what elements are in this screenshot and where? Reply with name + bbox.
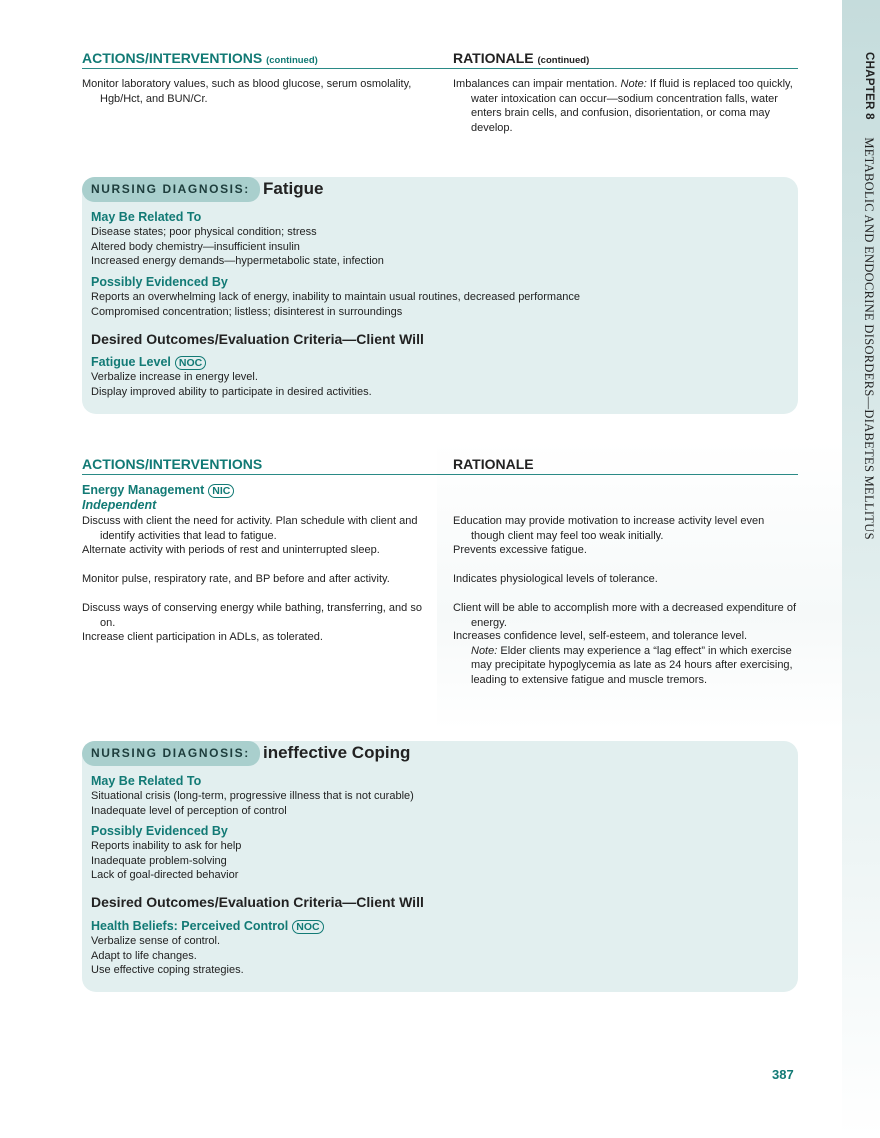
- rationale-note-label: Note:: [620, 78, 647, 90]
- nursing-diagnosis-fatigue: [82, 177, 798, 414]
- list-item: Situational crisis (long-term, progressive illness that is not curable): [91, 790, 414, 802]
- outcome-title-text: Health Beliefs: Perceived Control: [91, 919, 289, 933]
- intervention-text: Alternate activity with periods of rest and uninterrupted sleep.: [82, 544, 380, 556]
- rationale-item: [453, 629, 798, 687]
- nursing-diagnosis-title: ineffective Coping: [263, 743, 411, 762]
- nursing-diagnosis-coping: [82, 741, 798, 992]
- outcomes-list: [91, 370, 372, 399]
- outcomes-list: [91, 934, 244, 978]
- related-to-heading: May Be Related To: [91, 210, 202, 224]
- intervention-text: Monitor laboratory values, such as blood glucose, serum osmolality, Hgb/Hct, and BUN/Cr.: [82, 78, 412, 105]
- rationale-text: Prevents excessive fatigue.: [453, 544, 587, 556]
- top-intervention: [82, 77, 437, 106]
- top-section-header: [82, 50, 798, 69]
- chapter-running-head: [861, 52, 876, 540]
- intervention-text: Discuss with client the need for activity. Plan schedule with client and identify activities that lead to fatigue.: [82, 515, 418, 542]
- rationale-note: [453, 644, 798, 688]
- list-item: Reports an overwhelming lack of energy, inability to maintain usual routines, decreased performance: [91, 291, 580, 303]
- note-label: Note:: [471, 644, 498, 657]
- mid-section-header: [82, 456, 798, 475]
- intervention-item: [82, 543, 437, 558]
- rationale-header-text: RATIONALE: [453, 50, 534, 66]
- nursing-diagnosis-label: NURSING DIAGNOSIS:: [82, 177, 260, 202]
- list-item: Use effective coping strategies.: [91, 964, 244, 976]
- page-number: 387: [772, 1067, 794, 1082]
- intervention-text: Increase client participation in ADLs, as tolerated.: [82, 631, 323, 643]
- list-item: Inadequate problem-solving: [91, 854, 227, 867]
- nic-title: [82, 483, 234, 498]
- list-item: Verbalize increase in energy level.: [91, 371, 258, 383]
- actions-header-continued: [82, 50, 318, 66]
- nic-title-text: Energy Management: [82, 483, 205, 497]
- desired-outcomes-heading: Desired Outcomes/Evaluation Criteria—Client Will: [91, 894, 424, 910]
- intervention-item: [82, 514, 437, 543]
- rationale-text: Indicates physiological levels of tolerance.: [453, 573, 658, 585]
- actions-header-text: ACTIONS/INTERVENTIONS: [82, 50, 263, 66]
- outcome-title: [91, 355, 206, 370]
- rationale-text: Increases confidence level, self-esteem, and tolerance level.: [453, 630, 748, 642]
- top-rationale: [453, 77, 798, 135]
- nursing-diagnosis-label: NURSING DIAGNOSIS:: [82, 741, 260, 766]
- evidenced-by-list: [91, 839, 241, 883]
- list-item: Display improved ability to participate in desired activities.: [91, 385, 372, 398]
- evidenced-by-heading: Possibly Evidenced By: [91, 275, 228, 289]
- list-item: Compromised concentration; listless; disinterest in surroundings: [91, 305, 403, 318]
- evidenced-by-heading: Possibly Evidenced By: [91, 824, 228, 838]
- outcome-title: [91, 919, 324, 934]
- actions-header: ACTIONS/INTERVENTIONS: [82, 456, 263, 472]
- related-to-list: [91, 789, 414, 818]
- noc-badge: NOC: [175, 356, 206, 370]
- nursing-diagnosis-title: Fatigue: [263, 179, 324, 198]
- intervention-item: [82, 572, 437, 587]
- related-to-list: [91, 225, 384, 269]
- actions-header-suffix: (continued): [266, 55, 318, 66]
- rationale-text-start: Imbalances can impair mentation.: [453, 78, 618, 90]
- related-to-heading: May Be Related To: [91, 774, 202, 788]
- list-item: Lack of goal-directed behavior: [91, 869, 239, 881]
- intervention-text: Monitor pulse, respiratory rate, and BP before and after activity.: [82, 573, 390, 585]
- rationale-header-continued: [453, 50, 589, 66]
- rationale-item: [453, 543, 798, 558]
- evidenced-by-list: [91, 290, 580, 319]
- list-item: Inadequate level of perception of control: [91, 804, 287, 817]
- rationale-text-rest: If fluid is replaced too quickly, water intoxication can occur—sodium concentration falls, water enters brain cells, and confusion, disorientation, or coma may develop.: [471, 78, 793, 134]
- noc-badge: NOC: [292, 920, 323, 934]
- list-item: Disease states; poor physical condition; stress: [91, 226, 317, 238]
- independent-label: Independent: [82, 498, 157, 512]
- note-text: Elder clients may experience a “lag effect” in which exercise may precipitate hypoglycemia as late as 24 hours after exercising, leading to extensive fatigue and muscle tremors.: [471, 644, 793, 686]
- intervention-item: [82, 601, 437, 630]
- intervention-text: Discuss ways of conserving energy while bathing, transferring, and so on.: [82, 602, 422, 629]
- chapter-label: CHAPTER 8: [863, 52, 875, 120]
- rationale-text: Client will be able to accomplish more with a decreased expenditure of energy.: [453, 602, 797, 629]
- list-item: Increased energy demands—hypermetabolic state, infection: [91, 255, 384, 267]
- list-item: Reports inability to ask for help: [91, 840, 242, 852]
- rationale-item: [453, 514, 798, 543]
- list-item: Altered body chemistry—insufficient insulin: [91, 240, 300, 253]
- nic-badge: NIC: [208, 484, 234, 498]
- chapter-title: METABOLIC AND ENDOCRINE DISORDERS—DIABETES MELLITUS: [862, 137, 876, 540]
- rationale-header: RATIONALE: [453, 456, 534, 472]
- list-item: Verbalize sense of control.: [91, 935, 221, 947]
- rationale-header-suffix: (continued): [537, 55, 590, 66]
- rationale-text: Education may provide motivation to increase activity level even though client may feel too weak initially.: [453, 515, 765, 542]
- desired-outcomes-heading: Desired Outcomes/Evaluation Criteria—Client Will: [91, 331, 424, 347]
- rationale-item: [453, 601, 798, 630]
- rationale-item: [453, 572, 798, 587]
- outcome-title-text: Fatigue Level: [91, 355, 171, 369]
- intervention-item: [82, 630, 437, 645]
- list-item: Adapt to life changes.: [91, 949, 197, 962]
